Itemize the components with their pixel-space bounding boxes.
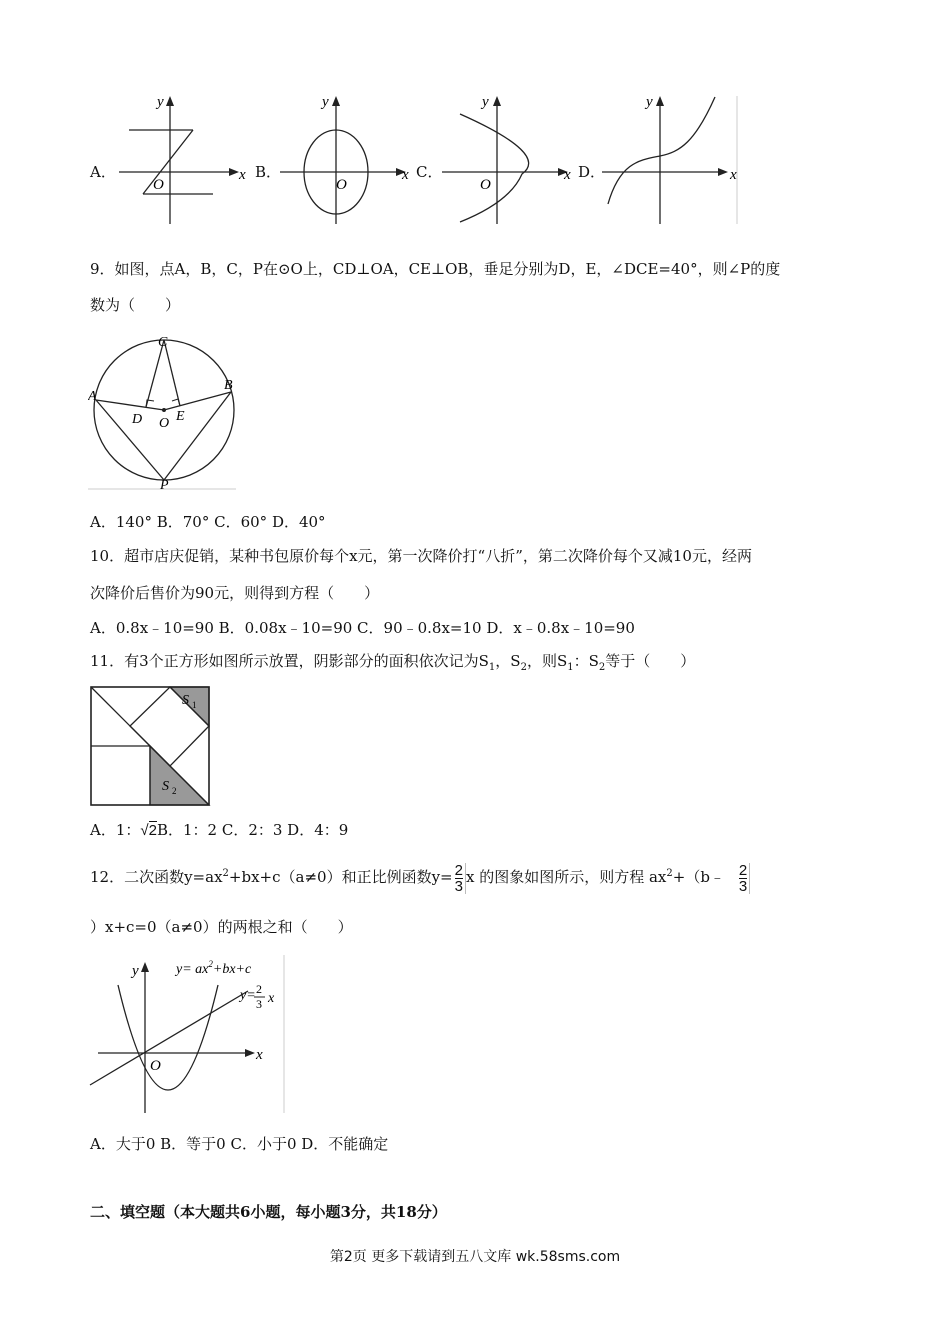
q8-option-b: B． (255, 163, 282, 181)
page-footer: 第2页 更多下载请到五八文库 wk.58sms.com (329, 1249, 621, 1265)
q8-graph-d (600, 92, 745, 228)
svg-text:y: y (322, 94, 329, 110)
section2-heading: 二、填空题（本大题共6小题，每小题3分，共18分） (90, 1203, 447, 1221)
svg-text:y=: y= (240, 988, 256, 1003)
q11-choices: A．1：√2B．1：2 C．2：3 D．4：9 (90, 821, 349, 839)
q9-stem-line1: 9．如图，点A，B，C，P在⊙O上，CD⊥OA，CE⊥OB，垂足分别为D，E，∠DCE=40°，则∠P的度 (90, 260, 781, 278)
svg-text:x: x (256, 1047, 263, 1063)
q12-graph (88, 955, 288, 1115)
svg-text:3: 3 (256, 997, 262, 1011)
q11-squares-figure (90, 686, 212, 808)
svg-text:S: S (182, 693, 189, 708)
svg-text:O: O (480, 177, 491, 193)
svg-text:D: D (132, 412, 143, 427)
q9-stem-line2: 数为（ ） (90, 296, 181, 314)
q10-choices: A．0.8x﹣10=90 B．0.08x﹣10=90 C．90﹣0.8x=10 D．x﹣0.8x﹣10=90 (90, 619, 635, 637)
svg-text:S: S (162, 779, 169, 794)
svg-text:y: y (646, 94, 653, 110)
q8a-y-label: y (157, 94, 164, 110)
q8a-x-label: x (239, 167, 246, 183)
svg-text:1: 1 (192, 700, 197, 710)
q10-stem-line2: 次降价后售价为90元，则得到方程（ ） (90, 584, 380, 602)
svg-text:B: B (224, 378, 233, 393)
q11-stem: 11．有3个正方形如图所示放置，阴影部分的面积依次记为$S_1$，$S_2$，则$S_1$：$S_2$等于（ ） (90, 652, 696, 673)
svg-text:x: x (730, 167, 737, 183)
q12-stem-line2: ）x+c=0（a≠0）的两根之和（ ） (90, 918, 353, 936)
svg-text:2: 2 (256, 982, 262, 996)
q8-option-a: A． (90, 163, 116, 181)
q8-graph-b (278, 92, 418, 228)
q9-choices: A．140° B．70° C．60° D．40° (90, 513, 326, 531)
svg-text:P: P (160, 478, 169, 492)
q8-option-c: C． (416, 163, 443, 181)
svg-text:O: O (336, 177, 347, 193)
q10-stem-line1: 10．超市店庆促销，某种书包原价每个x元，第一次降价打“八折”，第二次降价每个又减10元，经两 (90, 547, 752, 565)
svg-text:2: 2 (172, 786, 177, 796)
q8-graph-c (440, 92, 580, 228)
svg-text:y: y (482, 94, 489, 110)
q8-option-d: D． (578, 163, 606, 181)
q8a-origin: O (153, 177, 164, 193)
q9-circle-figure (88, 332, 240, 492)
svg-text:x: x (564, 167, 571, 183)
svg-text:E: E (176, 409, 185, 424)
svg-text:O: O (150, 1058, 161, 1074)
svg-text:x: x (402, 167, 409, 183)
svg-text:C: C (158, 335, 168, 350)
q12-stem-line1: 12．二次函数$y=ax^2+bx+c(a\ne 0)$和正比例函数y= $\frac{2}{3}$ x 的图象如图所示，则方程 $ax^2+(b﹣$ $\frac{2}{3}$ (90, 856, 750, 895)
svg-text:O: O (159, 416, 170, 431)
svg-text:x: x (268, 991, 275, 1006)
q8-graph-a (115, 92, 255, 228)
svg-text:A: A (88, 389, 97, 404)
svg-text:y: y (132, 963, 139, 979)
q12-choices: A．大于0 B．等于0 C．小于0 D．不能确定 (90, 1135, 389, 1153)
svg-text:y= ax2+bx+c: $y= ax^2+bx+c$ (176, 959, 252, 977)
